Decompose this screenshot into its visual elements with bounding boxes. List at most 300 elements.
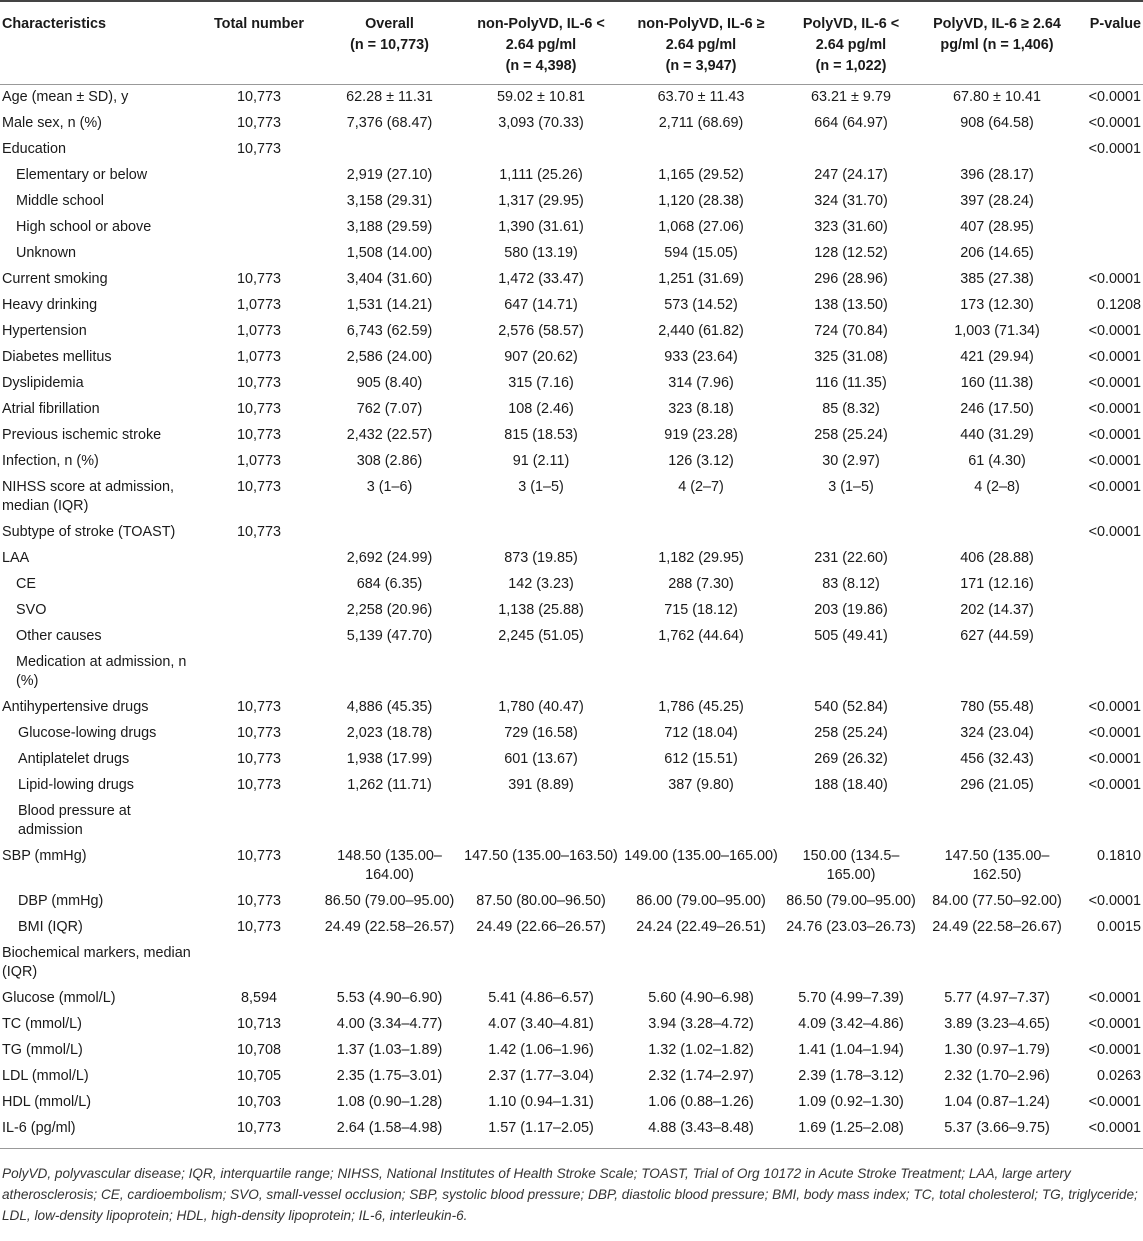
table-cell: 684 (6.35): [356, 576, 423, 592]
table-cell: 67.80 ± 10.41: [953, 89, 1041, 105]
table-cell: [621, 650, 781, 695]
column-header-line: Overall: [365, 16, 414, 32]
table-row: [0, 915, 1143, 941]
table-row: [0, 423, 1143, 449]
table-cell: 10,773: [236, 89, 281, 105]
table-cell: 258 (25.24): [814, 725, 888, 741]
column-header: [621, 1, 781, 85]
row-label: Atrial fibrillation: [2, 401, 100, 417]
table-cell: 2.39 (1.78–3.12): [798, 1068, 904, 1084]
row-label: IL-6 (pg/ml): [2, 1120, 76, 1136]
table-cell: 1,165 (29.52): [658, 167, 744, 183]
table-cell: 1,003 (71.34): [954, 323, 1040, 339]
row-label: Antihypertensive drugs: [2, 699, 149, 715]
table-cell: 1.37 (1.03–1.89): [336, 1042, 443, 1058]
table-cell: 116 (11.35): [815, 375, 887, 391]
table-cell: [200, 799, 318, 844]
table-cell: [200, 546, 318, 572]
table-cell: 63.70 ± 11.43: [657, 89, 745, 105]
table-row: [0, 520, 1143, 546]
column-header: [781, 1, 921, 85]
table-cell: 3,158 (29.31): [346, 193, 433, 209]
row-label: Current smoking: [2, 271, 108, 287]
table-row: [0, 293, 1143, 319]
column-header: [461, 1, 621, 85]
table-cell: <0.0001: [1088, 990, 1141, 1006]
table-cell: 10,708: [236, 1042, 281, 1058]
table-cell: 24.49 (22.66–26.57): [476, 919, 606, 935]
table-cell: [781, 941, 921, 986]
table-cell: 149.00 (135.00–165.00): [624, 848, 778, 864]
row-label: Male sex, n (%): [2, 115, 102, 131]
table-cell: 86.50 (79.00–95.00): [324, 893, 455, 909]
table-cell: 147.50 (135.00–162.50): [944, 848, 1050, 883]
table-cell: 385 (27.38): [960, 271, 1034, 287]
table-cell: 4.00 (3.34–4.77): [336, 1016, 443, 1032]
table-cell: 4 (2–7): [678, 479, 724, 495]
row-label: BMI (IQR): [18, 919, 83, 935]
column-header-line: pg/ml (n = 1,406): [940, 37, 1054, 53]
row-label: Middle school: [16, 193, 104, 209]
table-cell: 203 (19.86): [814, 602, 888, 618]
table-cell: 188 (18.40): [814, 777, 888, 793]
table-header-row: [0, 1, 1143, 85]
table-row: [0, 475, 1143, 520]
table-cell: 10,773: [236, 141, 281, 157]
table-cell: <0.0001: [1088, 141, 1141, 157]
column-header-line: PolyVD, IL-6 ≥ 2.64: [933, 16, 1061, 32]
table-footnote: PolyVD, polyvascular disease; IQR, interquartile range; NIHSS, National Institutes of Health Stroke Scale; TOAST, Trial of Org 10172 in Acute Stroke Treatment; LAA, large artery atherosclerosis; CE, cardioembolism; SVO, small-vessel occlusion; SBP, systolic blood pressure; DBP, diastolic blood pressure; BMI, body mass index; TC, total cholesterol; TG, triglyceride; LDL, low-density lipoprotein; HDL, high-density lipoprotein; IL-6, interleukin-6.: [2, 1166, 1138, 1223]
table-row: [0, 721, 1143, 747]
table-cell: <0.0001: [1088, 115, 1141, 131]
table-cell: 10,773: [236, 375, 281, 391]
table-cell: <0.0001: [1088, 375, 1141, 391]
table-cell: 2,711 (68.69): [658, 115, 744, 131]
table-cell: [461, 137, 621, 163]
table-cell: 10,773: [236, 524, 281, 540]
table-cell: 1,0773: [236, 453, 281, 469]
row-label: High school or above: [16, 219, 152, 235]
table-cell: 1.30 (0.97–1.79): [944, 1042, 1050, 1058]
table-cell: 573 (14.52): [664, 297, 738, 313]
table-row: [0, 624, 1143, 650]
table-row: [0, 773, 1143, 799]
table-cell: 729 (16.58): [504, 725, 578, 741]
table-cell: 10,773: [236, 1120, 281, 1136]
row-label: Subtype of stroke (TOAST): [2, 524, 176, 540]
table-cell: [621, 520, 781, 546]
table-row: [0, 1090, 1143, 1116]
table-cell: [921, 520, 1073, 546]
table-cell: 933 (23.64): [664, 349, 738, 365]
table-row: [0, 941, 1143, 986]
table-cell: 627 (44.59): [960, 628, 1034, 644]
table-cell: 231 (22.60): [814, 550, 888, 566]
table-cell: 407 (28.95): [960, 219, 1034, 235]
table-cell: [200, 163, 318, 189]
table-cell: 10,705: [236, 1068, 281, 1084]
table-cell: [1073, 215, 1143, 241]
table-cell: 138 (13.50): [814, 297, 888, 313]
column-header: [200, 1, 318, 85]
row-label: SVO: [16, 602, 47, 618]
table-cell: 715 (18.12): [664, 602, 738, 618]
table-cell: 1.04 (0.87–1.24): [944, 1094, 1050, 1110]
table-cell: [318, 650, 461, 695]
row-label: DBP (mmHg): [18, 893, 104, 909]
table-cell: 1,262 (11.71): [347, 777, 432, 793]
table-cell: 612 (15.51): [664, 751, 738, 767]
table-cell: 2,586 (24.00): [346, 349, 433, 365]
table-cell: 128 (12.52): [814, 245, 888, 261]
table-cell: 4.88 (3.43–8.48): [648, 1120, 754, 1136]
table-cell: 905 (8.40): [356, 375, 423, 391]
table-cell: 324 (23.04): [960, 725, 1034, 741]
row-label: Lipid-lowing drugs: [18, 777, 134, 793]
table-cell: 601 (13.67): [504, 751, 578, 767]
table-cell: 2,245 (51.05): [498, 628, 584, 644]
table-cell: 712 (18.04): [664, 725, 738, 741]
table-cell: 1,111 (25.26): [499, 167, 583, 183]
table-row: [0, 747, 1143, 773]
table-cell: 10,773: [236, 427, 281, 443]
table-cell: [1073, 941, 1143, 986]
row-label: LAA: [2, 550, 30, 566]
table-cell: 5.37 (3.66–9.75): [944, 1120, 1050, 1136]
table-cell: 160 (11.38): [960, 375, 1034, 391]
table-cell: 4.09 (3.42–4.86): [798, 1016, 904, 1032]
table-cell: 1,182 (29.95): [658, 550, 744, 566]
table-cell: [200, 624, 318, 650]
table-row: [0, 598, 1143, 624]
column-header-line: (n = 10,773): [350, 37, 429, 53]
table-cell: 908 (64.58): [960, 115, 1034, 131]
table-cell: [781, 137, 921, 163]
table-cell: 3.94 (3.28–4.72): [648, 1016, 754, 1032]
table-cell: 815 (18.53): [504, 427, 578, 443]
table-cell: [1073, 572, 1143, 598]
table-cell: [200, 215, 318, 241]
table-cell: 86.50 (79.00–95.00): [786, 893, 916, 909]
table-cell: 0.1810: [1096, 848, 1141, 864]
table-cell: 1,0773: [236, 323, 281, 339]
table-cell: 315 (7.16): [508, 375, 574, 391]
table-cell: <0.0001: [1088, 1120, 1141, 1136]
table-cell: 10,773: [236, 271, 281, 287]
table-cell: 8,594: [240, 990, 277, 1006]
column-header-line: 2.64 pg/ml: [665, 37, 737, 53]
table-row: [0, 163, 1143, 189]
table-cell: [200, 941, 318, 986]
table-cell: 61 (4.30): [968, 453, 1026, 469]
table-cell: 387 (9.80): [668, 777, 734, 793]
table-cell: 1.32 (1.02–1.82): [648, 1042, 754, 1058]
table-cell: 5.70 (4.99–7.39): [798, 990, 904, 1006]
table-cell: 1.42 (1.06–1.96): [488, 1042, 594, 1058]
table-cell: 85 (8.32): [822, 401, 880, 417]
row-label: CE: [16, 576, 36, 592]
table-cell: 1,938 (17.99): [346, 751, 433, 767]
table-cell: 86.00 (79.00–95.00): [636, 893, 766, 909]
row-label: Biochemical markers, median (IQR): [2, 945, 191, 980]
table-row: [0, 241, 1143, 267]
table-cell: 3,188 (29.59): [346, 219, 433, 235]
row-label: Unknown: [16, 245, 76, 261]
row-label: Hypertension: [2, 323, 87, 339]
table-cell: [781, 799, 921, 844]
row-label: Antiplatelet drugs: [18, 751, 130, 767]
column-header-line: P-value: [1089, 16, 1141, 32]
table-cell: <0.0001: [1088, 524, 1141, 540]
table-cell: 91 (2.11): [512, 453, 570, 469]
column-header: [1073, 1, 1143, 85]
table-cell: 24.49 (22.58–26.57): [324, 919, 455, 935]
table-cell: 762 (7.07): [356, 401, 423, 417]
table-cell: [921, 799, 1073, 844]
table-cell: 1,390 (31.61): [498, 219, 584, 235]
table-cell: 1,531 (14.21): [346, 297, 433, 313]
table-row: [0, 799, 1143, 844]
table-cell: <0.0001: [1088, 1094, 1141, 1110]
row-label: Glucose (mmol/L): [2, 990, 116, 1006]
table-cell: 1,472 (33.47): [498, 271, 584, 287]
table-cell: 323 (8.18): [668, 401, 734, 417]
table-cell: [461, 941, 621, 986]
table-cell: 1,508 (14.00): [346, 245, 433, 261]
table-row: [0, 1038, 1143, 1064]
table-cell: [1073, 650, 1143, 695]
table-cell: [461, 799, 621, 844]
table-cell: 1,780 (40.47): [498, 699, 584, 715]
table-row: [0, 889, 1143, 915]
table-cell: [621, 137, 781, 163]
table-cell: 0.1208: [1096, 297, 1141, 313]
table-cell: 580 (13.19): [504, 245, 578, 261]
table-cell: 2,692 (24.99): [346, 550, 433, 566]
table-cell: [1073, 241, 1143, 267]
table-cell: 325 (31.08): [814, 349, 888, 365]
table-cell: 5.41 (4.86–6.57): [488, 990, 594, 1006]
table-cell: 540 (52.84): [814, 699, 888, 715]
row-label: Other causes: [16, 628, 102, 644]
table-cell: 907 (20.62): [504, 349, 578, 365]
table-cell: 1.69 (1.25–2.08): [798, 1120, 904, 1136]
table-cell: 126 (3.12): [668, 453, 734, 469]
table-row: [0, 397, 1143, 423]
table-cell: 148.50 (135.00–164.00): [337, 848, 442, 883]
table-row: [0, 85, 1143, 112]
column-header-line: (n = 3,947): [665, 58, 737, 74]
table-cell: 1.09 (0.92–1.30): [798, 1094, 904, 1110]
table-cell: 324 (31.70): [814, 193, 888, 209]
row-label: Elementary or below: [16, 167, 148, 183]
table-cell: <0.0001: [1088, 271, 1141, 287]
table-cell: 10,773: [236, 919, 281, 935]
table-cell: 1.06 (0.88–1.26): [648, 1094, 754, 1110]
table-cell: 2.64 (1.58–4.98): [336, 1120, 443, 1136]
table-cell: 6,743 (62.59): [346, 323, 433, 339]
table-cell: [1073, 598, 1143, 624]
table-cell: [781, 650, 921, 695]
table-cell: [318, 941, 461, 986]
table-row: [0, 572, 1143, 598]
table-cell: 2.37 (1.77–3.04): [488, 1068, 594, 1084]
table-cell: 1,068 (27.06): [658, 219, 744, 235]
table-cell: 10,773: [236, 777, 281, 793]
table-cell: <0.0001: [1088, 751, 1141, 767]
row-label: Education: [2, 141, 67, 157]
row-label: Diabetes mellitus: [2, 349, 112, 365]
table-cell: [621, 799, 781, 844]
row-label: SBP (mmHg): [2, 848, 87, 864]
table-cell: 647 (14.71): [504, 297, 578, 313]
column-header-line: Characteristics: [2, 16, 106, 32]
table-cell: [200, 241, 318, 267]
table-cell: 24.76 (23.03–26.73): [786, 919, 916, 935]
row-label: Infection, n (%): [2, 453, 99, 469]
table-cell: 5,139 (47.70): [346, 628, 433, 644]
table-cell: 2,440 (61.82): [658, 323, 744, 339]
table-cell: <0.0001: [1088, 893, 1141, 909]
row-label: Previous ischemic stroke: [2, 427, 162, 443]
table-cell: 10,773: [236, 751, 281, 767]
table-cell: 150.00 (134.5–165.00): [802, 848, 900, 883]
column-header-line: (n = 1,022): [815, 58, 887, 74]
table-row: [0, 345, 1143, 371]
table-cell: 1,317 (29.95): [498, 193, 584, 209]
row-label: Age (mean ± SD), y: [2, 89, 129, 105]
row-label: NIHSS score at admission, median (IQR): [2, 479, 174, 514]
table-body: [0, 85, 1143, 1149]
column-header: [921, 1, 1073, 85]
row-label: TG (mmol/L): [2, 1042, 83, 1058]
table-cell: 258 (25.24): [814, 427, 888, 443]
table-cell: 2,432 (22.57): [346, 427, 433, 443]
table-cell: 63.21 ± 9.79: [811, 89, 891, 105]
row-label: HDL (mmol/L): [2, 1094, 92, 1110]
table-cell: 406 (28.88): [960, 550, 1034, 566]
table-cell: [1073, 624, 1143, 650]
table-cell: <0.0001: [1088, 401, 1141, 417]
table-cell: 308 (2.86): [356, 453, 423, 469]
table-cell: 2.35 (1.75–3.01): [336, 1068, 443, 1084]
table-cell: <0.0001: [1088, 349, 1141, 365]
table-cell: 397 (28.24): [960, 193, 1034, 209]
table-cell: <0.0001: [1088, 777, 1141, 793]
table-row: [0, 267, 1143, 293]
table-cell: 10,773: [236, 401, 281, 417]
table-cell: <0.0001: [1088, 323, 1141, 339]
table-cell: [318, 137, 461, 163]
table-cell: 3,404 (31.60): [346, 271, 433, 287]
table-cell: 396 (28.17): [960, 167, 1034, 183]
table-cell: 1.10 (0.94–1.31): [488, 1094, 594, 1110]
table-cell: 664 (64.97): [814, 115, 888, 131]
table-cell: <0.0001: [1088, 427, 1141, 443]
table-cell: 3 (1–5): [828, 479, 874, 495]
table-cell: 1,0773: [236, 297, 281, 313]
table-row: [0, 844, 1143, 889]
table-cell: [621, 941, 781, 986]
table-cell: 919 (23.28): [664, 427, 738, 443]
table-cell: <0.0001: [1088, 1016, 1141, 1032]
table-cell: 1,120 (28.38): [658, 193, 744, 209]
table-row: [0, 371, 1143, 397]
table-row: [0, 1012, 1143, 1038]
table-row: [0, 546, 1143, 572]
table-cell: 421 (29.94): [960, 349, 1034, 365]
table-row: [0, 189, 1143, 215]
table-cell: 206 (14.65): [960, 245, 1034, 261]
table-cell: 24.49 (22.58–26.67): [932, 919, 1062, 935]
table-cell: 5.53 (4.90–6.90): [336, 990, 443, 1006]
table-cell: 10,773: [236, 893, 281, 909]
row-label: LDL (mmol/L): [2, 1068, 89, 1084]
table-cell: 10,773: [236, 725, 281, 741]
table-cell: 323 (31.60): [814, 219, 888, 235]
table-row: [0, 695, 1143, 721]
table-cell: <0.0001: [1088, 725, 1141, 741]
table-cell: 391 (8.89): [508, 777, 574, 793]
table-cell: 87.50 (80.00–96.50): [476, 893, 606, 909]
table-cell: 0.0015: [1096, 919, 1141, 935]
column-header-line: 2.64 pg/ml: [815, 37, 887, 53]
table-cell: 314 (7.96): [668, 375, 734, 391]
table-cell: [200, 189, 318, 215]
table-cell: 1,138 (25.88): [498, 602, 584, 618]
table-cell: 780 (55.48): [960, 699, 1034, 715]
table-cell: 296 (28.96): [814, 271, 888, 287]
table-cell: 1.57 (1.17–2.05): [488, 1120, 594, 1136]
table-row: [0, 1116, 1143, 1149]
table-cell: 7,376 (68.47): [346, 115, 433, 131]
table-cell: [781, 520, 921, 546]
table-cell: [921, 650, 1073, 695]
table-cell: <0.0001: [1088, 1042, 1141, 1058]
table-cell: 62.28 ± 11.31: [346, 89, 433, 105]
column-header-line: Total number: [213, 16, 305, 32]
table-cell: [200, 572, 318, 598]
table-cell: 0.0263: [1096, 1068, 1141, 1084]
table-cell: 10,773: [236, 115, 281, 131]
column-header-line: non-PolyVD, IL-6 <: [477, 16, 605, 32]
table-cell: 173 (12.30): [960, 297, 1034, 313]
table-cell: 296 (21.05): [960, 777, 1034, 793]
table-cell: 4.07 (3.40–4.81): [488, 1016, 594, 1032]
table-cell: [1073, 163, 1143, 189]
table-cell: 5.60 (4.90–6.98): [648, 990, 754, 1006]
table-cell: 3 (1–5): [518, 479, 564, 495]
table-cell: [318, 520, 461, 546]
table-cell: 3.89 (3.23–4.65): [944, 1016, 1050, 1032]
table-cell: <0.0001: [1088, 453, 1141, 469]
table-cell: 1,762 (44.64): [658, 628, 744, 644]
column-header-line: 2.64 pg/ml: [505, 37, 577, 53]
table-row: [0, 111, 1143, 137]
table-cell: 147.50 (135.00–163.50): [464, 848, 618, 864]
table-cell: 2.32 (1.74–2.97): [648, 1068, 754, 1084]
table-cell: 1.08 (0.90–1.28): [336, 1094, 443, 1110]
row-label: TC (mmol/L): [2, 1016, 82, 1032]
table-row: [0, 137, 1143, 163]
table-cell: 2,258 (20.96): [346, 602, 433, 618]
table-cell: [921, 137, 1073, 163]
table-row: [0, 449, 1143, 475]
table-cell: 2,023 (18.78): [346, 725, 433, 741]
table-cell: 456 (32.43): [960, 751, 1034, 767]
row-label: Glucose-lowing drugs: [18, 725, 157, 741]
table-cell: 24.24 (22.49–26.51): [636, 919, 766, 935]
